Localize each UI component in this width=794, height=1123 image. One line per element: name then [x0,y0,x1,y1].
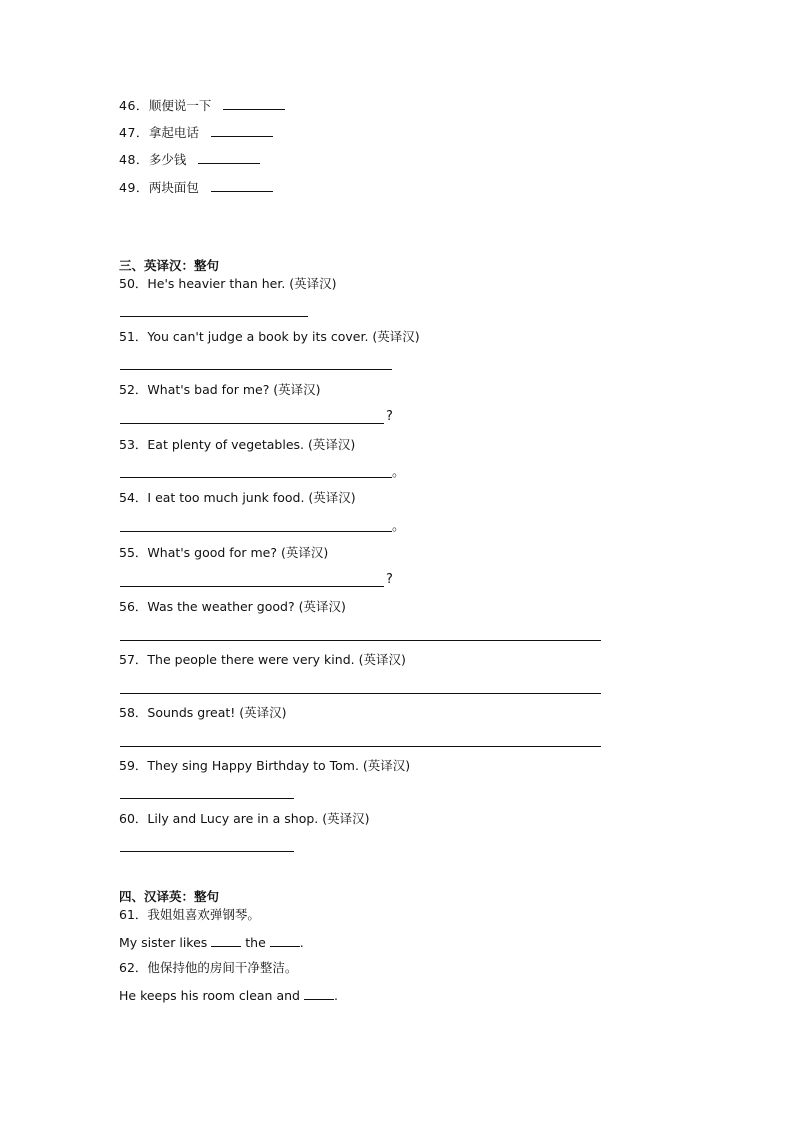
answer-line-59[interactable] [120,798,294,799]
item-text: He's heavier than her. (英译汉) [147,276,337,291]
answer-line-55[interactable] [120,586,384,587]
item-text: I eat too much junk food. (英译汉) [147,490,356,505]
answer-line-50[interactable] [120,316,308,317]
answer-line-52[interactable] [120,423,384,424]
item-number: 48． [119,152,149,167]
answer-line-58[interactable] [120,746,601,747]
vocab-item-46 [119,97,285,114]
vocab-item-48 [119,151,260,168]
vocab-item-49 [119,179,273,196]
section-4-heading: 四、汉译英：整句 [119,889,220,904]
question-60 [119,811,370,827]
question-57 [119,652,406,668]
answer-blank[interactable] [270,934,300,947]
answer-line-60[interactable] [120,851,294,852]
item-text: 两块面包 [148,180,199,195]
end-punctuation: 。 [392,465,406,480]
end-punctuation: ? [386,572,393,587]
item-text: You can't judge a book by its cover. (英译汉) [147,329,420,344]
vocab-item-47 [119,124,273,141]
question-61 [119,907,260,923]
answer-blank[interactable] [211,934,241,947]
question-52 [119,382,321,398]
item-text: Was the weather good? (英译汉) [147,599,346,614]
item-number: 49． [119,180,149,195]
item-text: What's good for me? (英译汉) [147,545,329,560]
question-54 [119,490,356,506]
item-number: 58． [119,705,148,720]
item-number: 54． [119,490,148,505]
item-number: 51． [119,329,148,344]
item-text: Eat plenty of vegetables. (英译汉) [147,437,356,452]
question-59 [119,758,410,774]
item-number: 59． [119,758,148,773]
answer-sentence-62 [119,987,338,1004]
item-text: 我姐姐喜欢弹钢琴。 [147,907,260,922]
item-text: 他保持他的房间干净整洁。 [147,960,298,975]
item-text: What's bad for me? (英译汉) [147,382,321,397]
answer-sentence-61 [119,934,304,951]
end-punctuation: ? [386,409,393,424]
answer-blank[interactable] [198,151,260,164]
question-53 [119,437,355,453]
answer-blank[interactable] [223,97,285,110]
question-58 [119,705,287,721]
item-number: 50． [119,276,148,291]
question-50 [119,276,337,292]
item-number: 53． [119,437,148,452]
end-punctuation: 。 [392,519,406,534]
item-number: 47． [119,125,149,140]
item-text: 拿起电话 [148,125,199,140]
item-number: 55． [119,545,148,560]
answer-line-57[interactable] [120,693,601,694]
sentence-part: . [333,988,338,1003]
item-text: 顺便说一下 [148,98,212,113]
section-3-heading: 三、英译汉：整句 [119,258,220,273]
item-number: 52． [119,382,148,397]
question-55 [119,545,328,561]
sentence-part: the [241,935,270,950]
question-56 [119,599,346,615]
sentence-part: . [299,935,304,950]
item-number: 60． [119,811,148,826]
item-number: 56． [119,599,148,614]
item-number: 57． [119,652,148,667]
question-62 [119,960,297,976]
answer-line-56[interactable] [120,640,601,641]
item-number: 61． [119,907,148,922]
sentence-part: My sister likes [119,935,212,950]
answer-blank[interactable] [304,987,334,1000]
item-text: 多少钱 [148,152,187,167]
answer-blank[interactable] [211,179,273,192]
answer-line-51[interactable] [120,369,392,370]
answer-blank[interactable] [211,124,273,137]
item-text: They sing Happy Birthday to Tom. (英译汉) [147,758,411,773]
item-text: Sounds great! (英译汉) [147,705,287,720]
item-number: 62． [119,960,148,975]
sentence-part: He keeps his room clean and [119,988,304,1003]
question-51 [119,329,420,345]
item-text: Lily and Lucy are in a shop. (英译汉) [147,811,370,826]
item-text: The people there were very kind. (英译汉) [147,652,406,667]
item-number: 46． [119,98,149,113]
answer-line-53[interactable] [120,477,392,478]
answer-line-54[interactable] [120,531,392,532]
